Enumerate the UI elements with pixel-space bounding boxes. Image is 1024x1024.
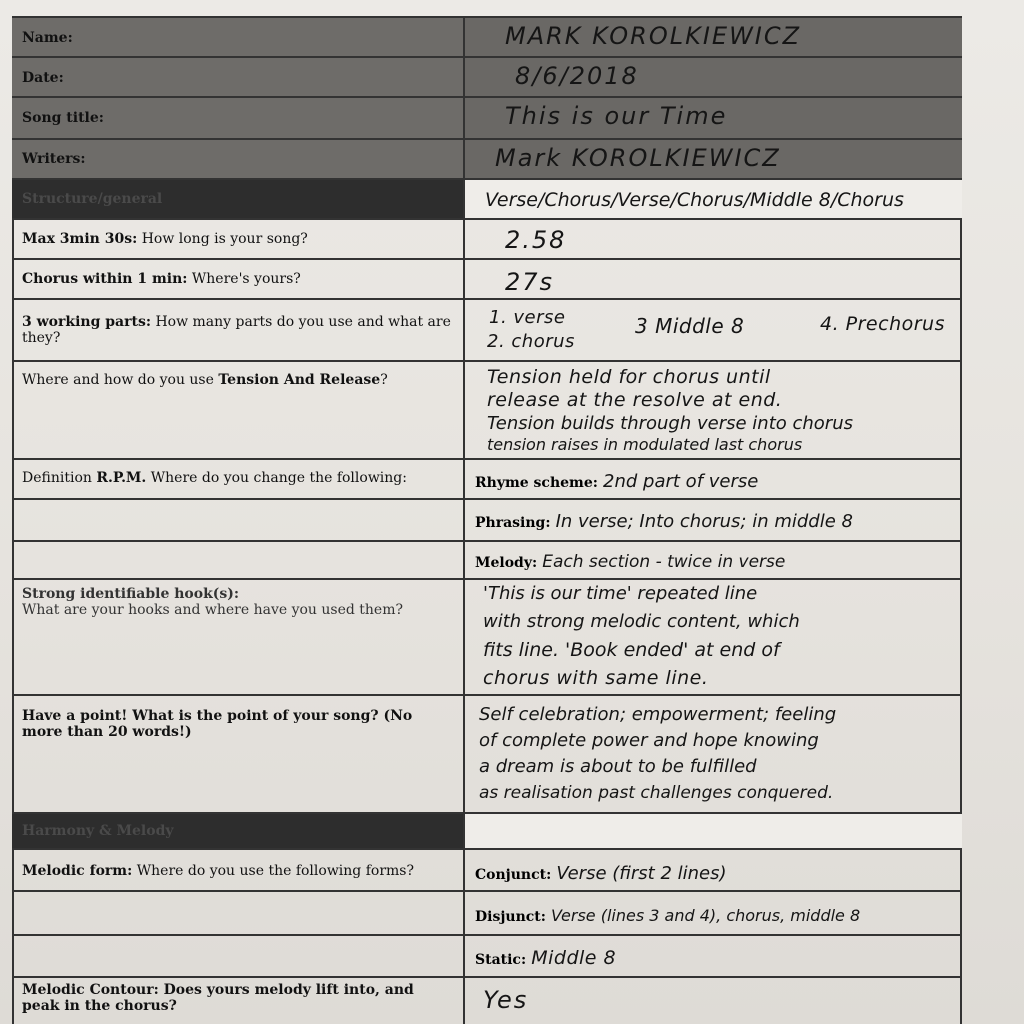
static-value: Middle 8 (531, 947, 617, 969)
song-title-label: Song title: (22, 110, 104, 126)
disjunct-row (12, 892, 962, 936)
part-1: 1. verse (489, 307, 566, 328)
harmony-section-label: Harmony & Melody (22, 823, 174, 839)
parts-row (12, 300, 962, 362)
static-label: Static: (475, 952, 527, 968)
point-row (12, 696, 962, 814)
hook-line-4: chorus with same line. (483, 667, 709, 689)
contour-row (12, 978, 962, 1024)
structure-section-label: Structure/general (22, 191, 163, 207)
rhyme-scheme-label: Rhyme scheme: (475, 475, 598, 491)
point-line-3: a dream is about to be fulfilled (479, 756, 757, 777)
rpm-row (12, 460, 962, 500)
conjunct-value: Verse (first 2 lines) (556, 863, 727, 884)
rpm-label: R.P.M. (96, 470, 147, 486)
parts-label: 3 working parts: (22, 314, 151, 330)
length-label: Max 3min 30s: (22, 231, 138, 247)
name-value: MARK KOROLKIEWICZ (505, 22, 802, 50)
part-4: 4. Prechorus (820, 313, 945, 335)
song-title-value: This is our Time (505, 102, 728, 130)
hook-line-3: fits line. 'Book ended' at end of (483, 639, 780, 661)
disjunct-value: Verse (lines 3 and 4), chorus, middle 8 (551, 906, 861, 925)
chorus-question: Where's yours? (187, 271, 301, 287)
tension-question-start: Where and how do you use (22, 372, 219, 388)
melody-value: Each section - twice in verse (542, 552, 786, 572)
chorus-row (12, 260, 962, 300)
writers-row (12, 140, 962, 180)
hook-row (12, 580, 962, 696)
hook-label: Strong identifiable hook(s): (22, 586, 240, 602)
contour-question: Does yours melody lift into, and peak in the chorus? (22, 982, 414, 1014)
rhyme-scheme-value: 2nd part of verse (603, 471, 759, 492)
length-question: How long is your song? (137, 231, 308, 247)
length-row (12, 220, 962, 260)
rpm-question-start: Definition (22, 470, 97, 486)
date-value: 8/6/2018 (515, 62, 639, 90)
tension-row (12, 362, 962, 460)
date-label: Date: (22, 70, 64, 86)
phrasing-value: In verse; Into chorus; in middle 8 (555, 511, 853, 532)
parts-question: How many parts do you use and what are they? (22, 314, 451, 346)
tension-question-end: ? (380, 372, 388, 388)
disjunct-label: Disjunct: (475, 909, 546, 925)
phrasing-row (12, 500, 962, 542)
melodic-form-question: Where do you use the following forms? (132, 863, 414, 879)
structure-value: Verse/Chorus/Verse/Chorus/Middle 8/Chorus (485, 189, 904, 211)
static-row (12, 936, 962, 978)
chorus-value: 27s (505, 268, 555, 296)
date-row (12, 58, 962, 98)
tension-line-3: Tension builds through verse into chorus (487, 413, 853, 434)
name-row (12, 18, 962, 58)
melody-row (12, 542, 962, 580)
point-question: What is the point of your song? (No more than 20 words!) (22, 708, 413, 740)
song-title-row (12, 98, 962, 140)
harmony-section-row (12, 814, 962, 850)
point-line-2: of complete power and hope knowing (479, 730, 819, 751)
tension-label: Tension And Release (218, 372, 381, 388)
hook-question: What are your hooks and where have you used them? (22, 602, 404, 618)
chorus-label: Chorus within 1 min: (22, 271, 188, 287)
phrasing-label: Phrasing: (475, 515, 551, 531)
structure-section-row (12, 180, 962, 220)
contour-label: Melodic Contour: (22, 982, 159, 998)
length-value: 2.58 (505, 226, 567, 254)
point-line-4: as realisation past challenges conquered. (479, 783, 834, 803)
part-2: 2. chorus (487, 331, 575, 352)
melody-label: Melody: (475, 555, 538, 571)
point-label: Have a point! (22, 708, 128, 724)
conjunct-label: Conjunct: (475, 867, 552, 883)
conjunct-row (12, 850, 962, 892)
tension-line-4: tension raises in modulated last chorus (487, 435, 803, 454)
hook-line-1: 'This is our time' repeated line (483, 583, 758, 604)
melodic-form-label: Melodic form: (22, 863, 133, 879)
part-3: 3 Middle 8 (635, 314, 745, 338)
name-label: Name: (22, 30, 73, 46)
hook-line-2: with strong melodic content, which (483, 611, 800, 632)
tension-line-1: Tension held for chorus until (487, 366, 771, 388)
rpm-question-end: Where do you change the following: (146, 470, 407, 486)
contour-value: Yes (483, 986, 529, 1014)
tension-line-2: release at the resolve at end. (487, 389, 783, 411)
writers-value: Mark KOROLKIEWICZ (495, 144, 781, 172)
point-line-1: Self celebration; empowerment; feeling (479, 704, 837, 725)
writers-label: Writers: (22, 151, 86, 167)
